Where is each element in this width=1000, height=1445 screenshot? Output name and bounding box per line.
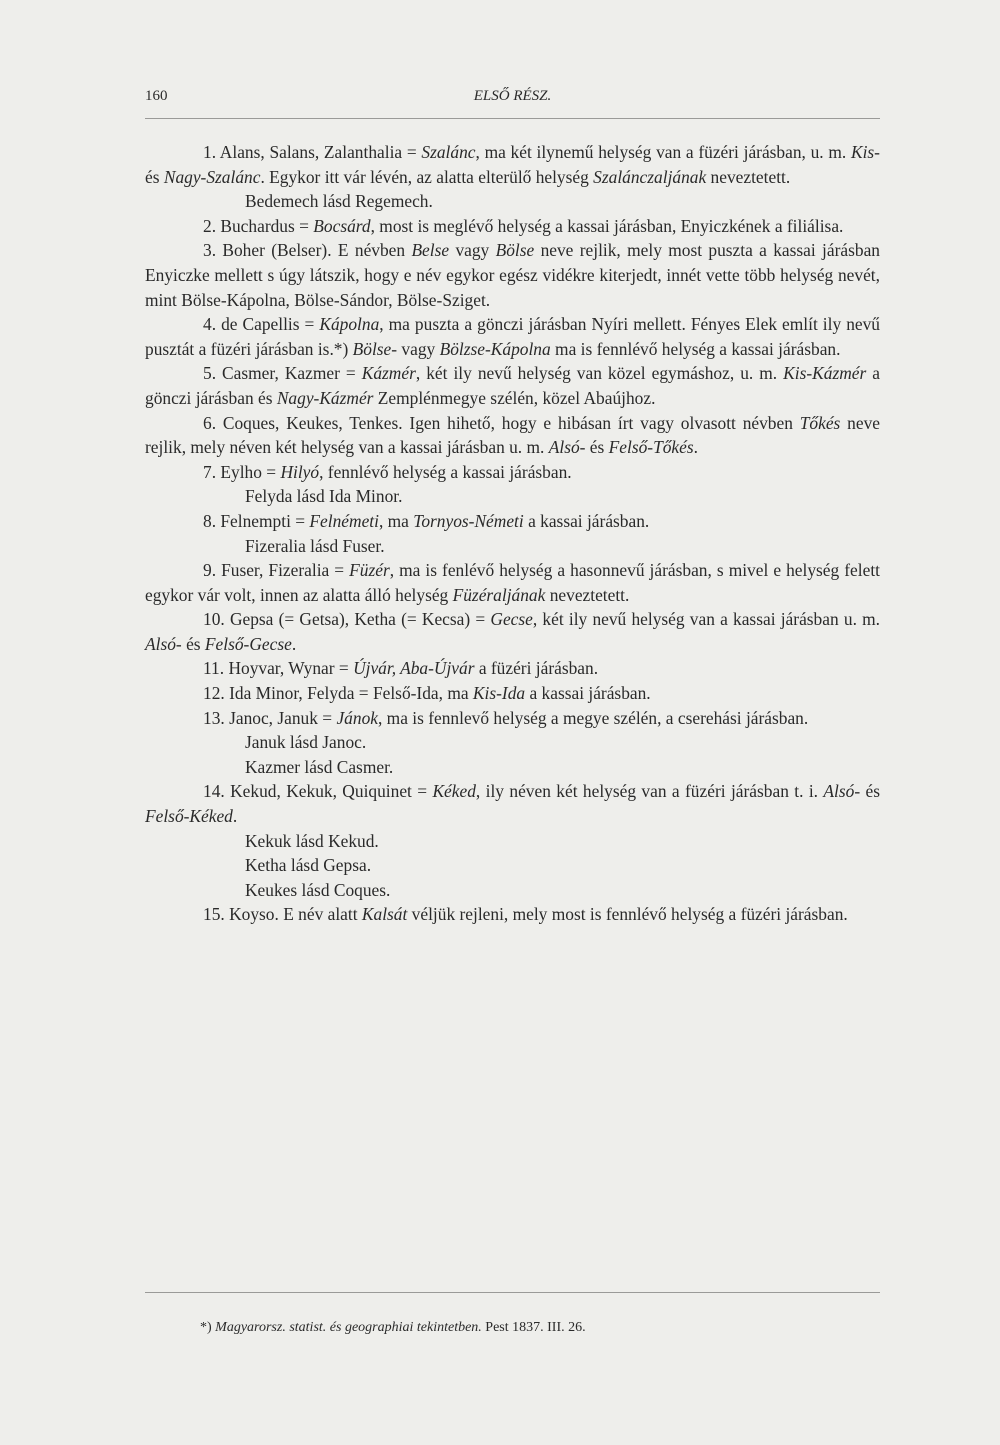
text-run: véljük rejleni, mely most is fennlévő helység a füzéri járásban. xyxy=(407,904,848,925)
text-run: 3. Boher (Belser). E névben xyxy=(203,240,412,261)
text-run: 12. Ida Minor, Felyda = Felső-Ida, ma xyxy=(203,683,473,704)
entry-paragraph xyxy=(145,681,880,706)
text-run: 5. Casmer, Kazmer = xyxy=(203,363,362,384)
text-run: vagy xyxy=(397,338,440,359)
text-run: , ma is fenlévő helység a hasonnevű járásban, s mivel e helység felett egykor vár volt, innen az alatta álló helység xyxy=(145,560,880,605)
text-run: vagy xyxy=(449,240,496,261)
italic-text: Újvár, Aba-Újvár xyxy=(353,658,475,679)
italic-text: Kis- xyxy=(850,142,880,162)
italic-text: Gecse xyxy=(490,609,533,630)
italic-text: Felső-Tőkés xyxy=(608,437,694,458)
cross-reference xyxy=(145,829,880,854)
italic-text: Kalsát xyxy=(361,904,408,925)
italic-text: Alsó- xyxy=(548,437,586,458)
text-run: neve rejlik, mely most puszta a kassai járásban Enyiczke mellett s úgy látszik, hogy e név egykor egész vidékre kiterjedt, innét vette több helység nevét, mint Bölse-Kápolna, Bölse-Sándor, Bölse-Sziget. xyxy=(145,240,880,310)
text-run: , ily néven két helység van a füzéri járásban t. i. xyxy=(475,781,824,802)
entry-paragraph xyxy=(145,214,880,239)
text-run: Fizeralia lásd Fuser. xyxy=(245,535,385,556)
text-run: 1. Alans, Salans, Zalanthalia = xyxy=(203,142,422,162)
text-run: neve rejlik, mely néven két helység van a kassai járásban u. m. xyxy=(145,412,880,458)
entry-paragraph xyxy=(145,361,880,410)
text-run: a kassai járásban. xyxy=(525,683,651,704)
text-run: a gönczi járásban és xyxy=(145,363,880,408)
italic-text: Tornyos-Németi xyxy=(413,510,524,531)
text-run: , fennlévő helység a kassai járásban. xyxy=(319,461,572,482)
italic-text: Felnémeti xyxy=(309,510,379,531)
text-run: *) xyxy=(200,1320,216,1335)
italic-text: Felső-Gecse xyxy=(204,633,292,654)
italic-text: Bölse xyxy=(495,240,535,261)
header-rule xyxy=(145,118,880,119)
page-number: 160 xyxy=(145,88,168,104)
text-run: 11. Hoyvar, Wynar = xyxy=(203,658,354,679)
text-run: . xyxy=(693,437,699,458)
text-run: Januk lásd Janoc. xyxy=(245,732,367,753)
text-run: 14. Kekud, Kekuk, Quiquinet = xyxy=(203,781,433,802)
body-text xyxy=(145,140,880,927)
cross-reference xyxy=(145,853,880,878)
text-run: és xyxy=(145,166,164,187)
italic-text: Felső-Kéked xyxy=(145,806,233,827)
text-run: Ketha lásd Gepsa. xyxy=(245,855,372,876)
cross-reference xyxy=(145,878,880,903)
text-run: 8. Felnempti = xyxy=(203,510,310,531)
italic-text: Kis-Kázmér xyxy=(783,363,867,384)
text-run: 2. Buchardus = xyxy=(203,215,314,236)
entry-paragraph xyxy=(145,706,880,731)
text-run: Kekuk lásd Kekud. xyxy=(245,830,379,851)
text-run: a kassai járásban. xyxy=(523,510,650,531)
italic-text: Bocsárd xyxy=(313,215,371,236)
text-run: a füzéri járásban. xyxy=(474,658,599,679)
entry-paragraph xyxy=(145,656,880,681)
italic-text: Tőkés xyxy=(799,412,841,433)
text-run: 13. Janoc, Januk = xyxy=(203,707,337,728)
entry-paragraph xyxy=(145,411,880,460)
italic-text: Kis-Ida xyxy=(472,683,526,704)
text-run: és xyxy=(860,781,880,802)
entry-paragraph xyxy=(145,312,880,361)
italic-text: Füzéraljának xyxy=(452,584,546,605)
text-run: 15. Koyso. E név alatt xyxy=(203,904,362,925)
text-run: Pest 1837. III. 26. xyxy=(481,1320,586,1335)
text-run: . Egykor itt vár lévén, az alatta elterülő helység xyxy=(260,166,594,187)
text-run: , ma két ilynemű helység van a füzéri járásban, u. m. xyxy=(475,142,851,162)
text-run: 10. Gepsa (= Getsa), Ketha (= Kecsa) = xyxy=(203,609,491,630)
cross-reference xyxy=(145,534,880,559)
italic-text: Nagy-Szalánc xyxy=(163,166,261,187)
text-run: és xyxy=(181,633,205,654)
italic-text: Belse xyxy=(411,240,450,261)
italic-text: Kázmér xyxy=(361,363,416,384)
entry-paragraph xyxy=(145,460,880,485)
entry-paragraph xyxy=(145,558,880,607)
text-run: . xyxy=(232,806,238,827)
footnote xyxy=(200,1318,880,1338)
text-run: 6. Coques, Keukes, Tenkes. Igen hihető, hogy e hibásan írt vagy olvasott névben xyxy=(203,412,800,433)
italic-text: Bölzse-Kápolna xyxy=(439,338,551,359)
italic-text: Szalánc xyxy=(421,142,476,162)
footnote-rule xyxy=(145,1292,880,1293)
italic-text: Magyarorsz. statist. és geographiai tekintetben. xyxy=(215,1320,482,1335)
italic-text: Kéked xyxy=(432,781,476,802)
text-run: ma is fennlévő helység a kassai járásban. xyxy=(550,338,841,359)
italic-text: Kápolna xyxy=(319,314,380,335)
text-run: neveztetett. xyxy=(706,166,791,187)
italic-text: Alsó- xyxy=(145,633,182,654)
text-run: . xyxy=(291,633,297,654)
italic-text: Hilyó xyxy=(280,461,320,482)
text-run: Zemplénmegye szélén, közel Abaújhoz. xyxy=(373,387,656,408)
text-run: , két ily nevű helység van a kassai járásban u. m. xyxy=(532,609,880,630)
entry-paragraph xyxy=(145,607,880,656)
text-run: Felyda lásd Ida Minor. xyxy=(245,486,403,507)
entry-paragraph xyxy=(145,140,880,189)
text-run: Keukes lásd Coques. xyxy=(245,879,391,900)
text-run: , ma is fennlevő helység a megye szélén, a cserehási járásban. xyxy=(377,707,809,728)
italic-text: Alsó- xyxy=(823,781,861,802)
italic-text: Bölse- xyxy=(352,338,398,359)
italic-text: Szalánczaljának xyxy=(593,166,707,187)
italic-text: Jánok xyxy=(336,707,378,728)
text-run: , most is meglévő helység a kassai járásban, Enyiczkének a filiálisa. xyxy=(370,215,844,236)
text-run: és xyxy=(585,437,609,458)
text-run: Bedemech lásd Regemech. xyxy=(245,191,433,212)
entry-paragraph xyxy=(145,238,880,312)
italic-text: Füzér xyxy=(349,560,390,581)
text-run: 7. Eylho = xyxy=(203,461,281,482)
text-run: 9. Fuser, Fizeralia = xyxy=(203,560,350,581)
cross-reference xyxy=(145,730,880,755)
running-title: ELSŐ RÉSZ. xyxy=(473,88,552,104)
entry-paragraph xyxy=(145,779,880,828)
cross-reference xyxy=(145,755,880,780)
italic-text: Nagy-Kázmér xyxy=(276,387,374,408)
text-run: , ma xyxy=(378,510,414,531)
text-run: neveztetett. xyxy=(545,584,630,605)
cross-reference xyxy=(145,484,880,509)
entry-paragraph xyxy=(145,902,880,927)
text-run: Kazmer lásd Casmer. xyxy=(245,756,394,777)
text-run: , ma puszta a gönczi járásban Nyíri mellett. Fényes Elek említ ily nevű pusztát a füzéri járásban is.*) xyxy=(145,314,880,359)
text-run: , két ily nevű helység van közel egymáshoz, u. m. xyxy=(415,363,784,384)
text-run: 4. de Capellis = xyxy=(203,314,320,335)
entry-paragraph xyxy=(145,509,880,534)
page-header xyxy=(145,88,880,116)
cross-reference xyxy=(145,189,880,214)
